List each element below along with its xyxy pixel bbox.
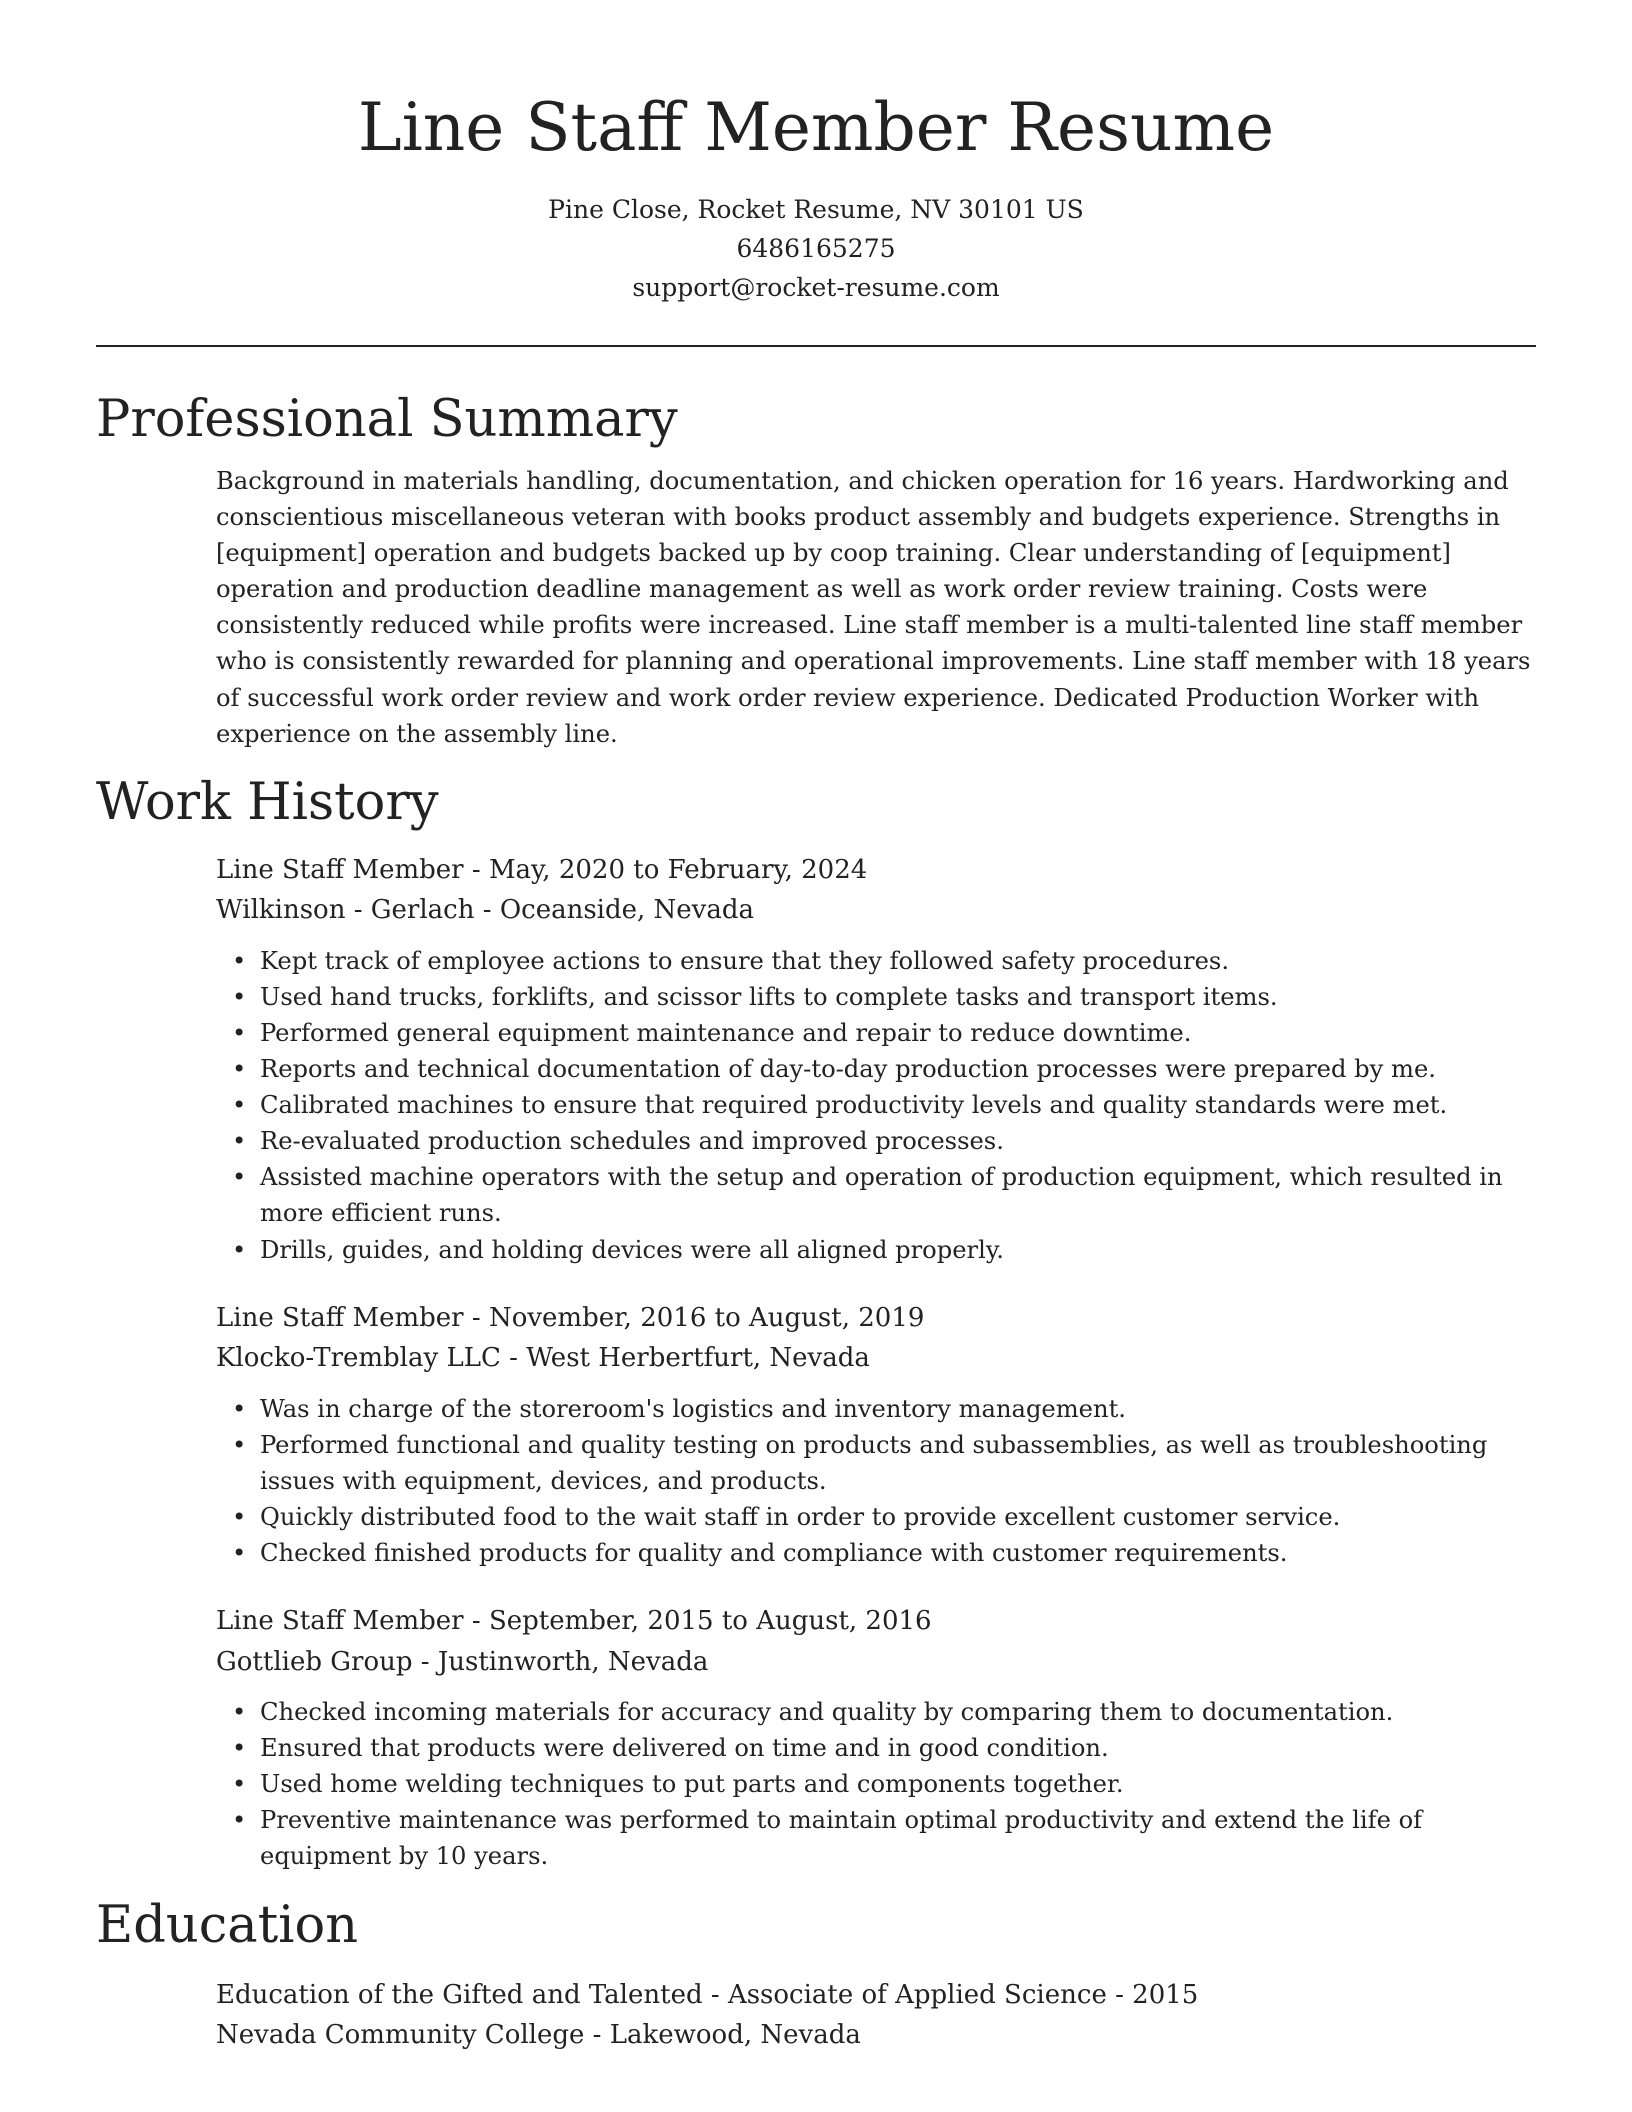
- job-entry: [216, 850, 1536, 1268]
- job-title-line: Line Staff Member - May, 2020 to February, 2024: [216, 854, 868, 885]
- job-dates: May, 2020 to February, 2024: [488, 854, 868, 885]
- job-company: Wilkinson - Gerlach: [216, 895, 475, 926]
- contact-address: Pine Close, Rocket Resume, NV 30101 US: [548, 195, 1084, 224]
- job-company-line: Wilkinson - Gerlach - Oceanside, Nevada: [216, 895, 755, 926]
- job-title: Line Staff Member: [216, 854, 464, 885]
- education-degree-line: Education of the Gifted and Talented - Associate of Applied Science - 2015: [216, 1979, 1199, 2010]
- job-bullet-list: [216, 1694, 1536, 1874]
- job-dates: November, 2016 to August, 2019: [488, 1302, 925, 1333]
- job-bullet: • Assisted machine operators with the setup and operation of production equipment, which resulted in more efficient runs.: [232, 1163, 1503, 1228]
- contact-info: [96, 190, 1536, 307]
- work-history-section: [216, 850, 1536, 1875]
- job-title-line: Line Staff Member - November, 2016 to August, 2019: [216, 1302, 925, 1333]
- education-location: Lakewood, Nevada: [609, 2020, 861, 2051]
- education-school-line: Nevada Community College - Lakewood, Nevada: [216, 2020, 861, 2051]
- job-bullet-list: [216, 943, 1536, 1268]
- education-section: [216, 1975, 1536, 2056]
- job-bullet-list: [216, 1391, 1536, 1571]
- education-year: 2015: [1132, 1979, 1199, 2010]
- summary-section: [216, 463, 1536, 752]
- resume-header: [96, 0, 1536, 307]
- job-bullet: • Calibrated machines to ensure that required productivity levels and quality standards were met.: [232, 1091, 1448, 1120]
- job-location: Oceanside, Nevada: [499, 895, 755, 926]
- job-bullet: • Checked incoming materials for accuracy and quality by comparing them to documentation.: [232, 1698, 1394, 1727]
- job-bullet: • Performed functional and quality testing on products and subassemblies, as well as troubleshooting issues with equipment, devices, and products.: [232, 1430, 1488, 1495]
- job-bullet: • Drills, guides, and holding devices were all aligned properly.: [232, 1235, 1004, 1264]
- education-entry: [216, 1975, 1536, 2056]
- job-title-line: Line Staff Member - September, 2015 to August, 2016: [216, 1606, 932, 1637]
- contact-email: support@rocket-resume.com: [632, 273, 1000, 302]
- job-bullet: • Used home welding techniques to put parts and components together.: [232, 1770, 1124, 1799]
- job-title: Line Staff Member: [216, 1302, 464, 1333]
- job-bullet: • Quickly distributed food to the wait staff in order to provide excellent customer service.: [232, 1502, 1341, 1531]
- job-bullet: • Preventive maintenance was performed to maintain optimal productivity and extend the life of equipment by 10 years.: [232, 1806, 1423, 1871]
- job-bullet: • Kept track of employee actions to ensure that they followed safety procedures.: [232, 946, 1230, 975]
- work-history-heading: Work History: [96, 772, 439, 832]
- job-bullet: • Checked finished products for quality and compliance with customer requirements.: [232, 1538, 1288, 1567]
- header-divider: [96, 345, 1536, 347]
- job-bullet: • Re-evaluated production schedules and improved processes.: [232, 1127, 1004, 1156]
- job-entry: [216, 1601, 1536, 1874]
- job-title: Line Staff Member: [216, 1606, 464, 1637]
- education-school: Nevada Community College: [216, 2020, 585, 2051]
- summary-heading: Professional Summary: [96, 390, 678, 449]
- resume-title: Line Staff Member Resume: [357, 89, 1275, 166]
- job-entry: [216, 1298, 1536, 1571]
- job-bullet: • Used hand trucks, forklifts, and scissor lifts to complete tasks and transport items.: [232, 982, 1278, 1011]
- job-bullet: • Performed general equipment maintenance and repair to reduce downtime.: [232, 1018, 1192, 1047]
- job-bullet: • Ensured that products were delivered on time and in good condition.: [232, 1734, 1109, 1763]
- job-company-line: Klocko-Tremblay LLC - West Herbertfurt, Nevada: [216, 1343, 870, 1374]
- job-bullet: • Was in charge of the storeroom's logistics and inventory management.: [232, 1394, 1126, 1423]
- job-location: Justinworth, Nevada: [437, 1646, 709, 1677]
- resume-page: [96, 0, 1536, 2056]
- education-heading: Education: [96, 1895, 359, 1955]
- job-location: West Herbertfurt, Nevada: [526, 1343, 870, 1374]
- job-company-line: Gottlieb Group - Justinworth, Nevada: [216, 1646, 709, 1677]
- contact-phone: 6486165275: [736, 234, 896, 263]
- job-bullet: • Reports and technical documentation of day-to-day production processes were prepared by me.: [232, 1055, 1436, 1084]
- job-company: Klocko-Tremblay LLC: [216, 1343, 501, 1374]
- job-dates: September, 2015 to August, 2016: [488, 1606, 932, 1637]
- education-degree: Associate of Applied Science: [727, 1979, 1107, 2010]
- education-field: Education of the Gifted and Talented: [216, 1979, 703, 2010]
- summary-text: Background in materials handling, documentation, and chicken operation for 16 years. Hardworking and conscientious miscellaneous veteran with books product assembly and budgets experience. Strengths in [equipment] operation and budgets backed up by coop training. Clear understanding of [equipment] operation and production deadline management as well as work order review training. Costs were consistently reduced while profits were increased. Line staff member is a multi-talented line staff member who is consistently rewarded for planning and operational improvements. Line staff member with 18 years of successful work order review and work order review experience. Dedicated Production Worker with experience on the assembly line.: [216, 467, 1531, 748]
- job-company: Gottlieb Group: [216, 1646, 413, 1677]
